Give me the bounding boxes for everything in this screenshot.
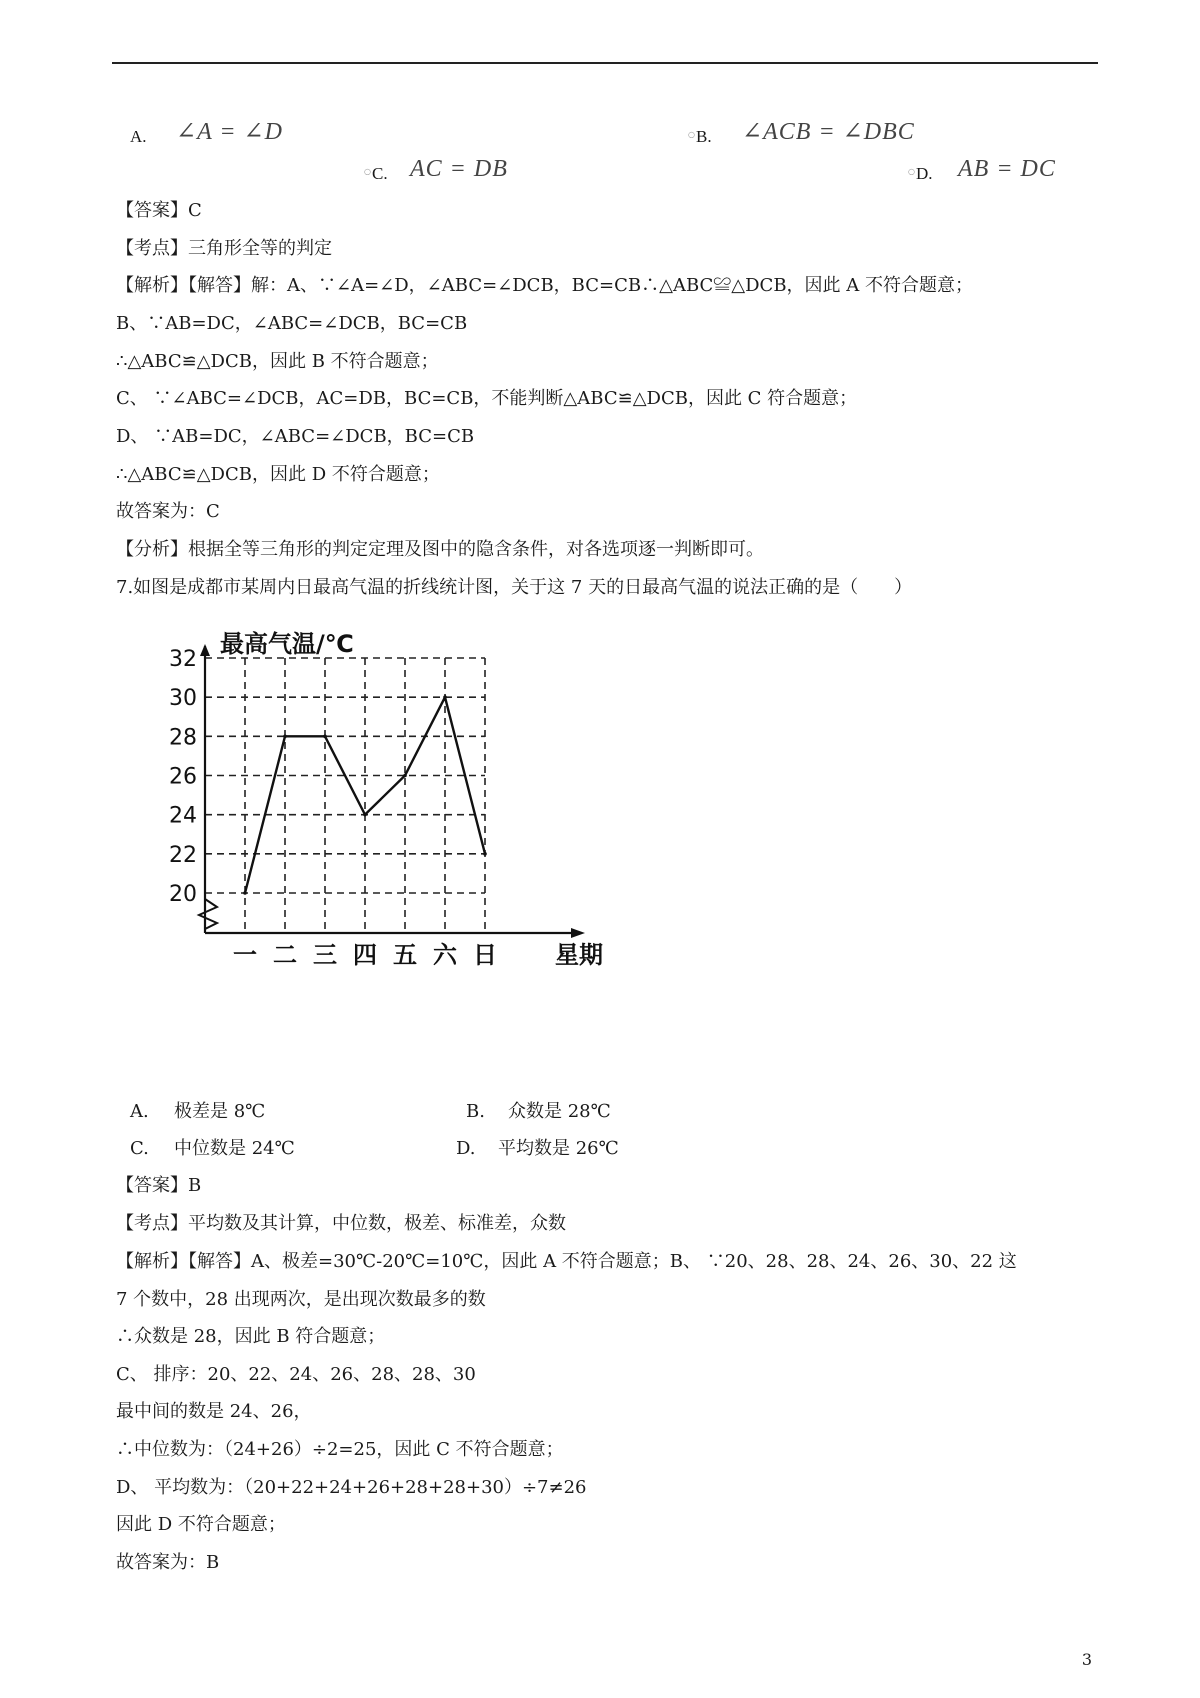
q6-final-answer: 故答案为：C [116,501,220,522]
q6-answer: 【答案】C [116,200,202,221]
q7-solution-line: C、 排序：20、22、24、26、28、28、30 [116,1364,476,1385]
q7-option-b-text: 众数是 28℃ [508,1101,611,1122]
q7-final-answer: 故答案为：B [116,1552,220,1573]
y-tick-label: 26 [169,764,197,790]
q7-solution-line: ∴众数是 28，因此 B 符合题意； [116,1326,386,1347]
x-tick-label: 五 [393,941,417,969]
x-axis-label: 星期 [555,941,603,969]
data-point [323,735,327,739]
data-point [443,695,447,699]
y-tick-label: 24 [169,803,197,829]
y-axis-arrow [200,644,210,656]
data-point [243,891,247,895]
q6-analysis: 【分析】根据全等三角形的判定定理及图中的隐含条件，对各选项逐一判断即可。 [116,539,764,560]
q6-option-b-letter: B. [696,127,712,146]
data-point [403,774,407,778]
chart-ticks [169,647,497,969]
q6-solution-line: D、 ∵AB=DC，∠ABC=∠DCB，BC=CB [116,426,475,447]
q6-solution-line: 【解析】【解答】解：A、∵∠A=∠D，∠ABC=∠DCB，BC=CB∴△ABC≌△DCB，因此 A 不符合题意； [116,275,973,296]
q6-option-b-expr: ∠ACB = ∠DBC [742,119,915,145]
axis-break-icon [199,899,217,929]
q6-solution-line: ∴△ABC≌△DCB，因此 B 不符合题意； [116,351,439,372]
option-marker: ○ [364,167,371,176]
x-tick-label: 六 [433,941,457,969]
q6-option-a-expr: ∠A = ∠D [176,119,283,145]
q7-topic: 【考点】平均数及其计算，中位数，极差、标准差，众数 [116,1213,566,1234]
q7-solution-line: 最中间的数是 24、26， [116,1401,312,1422]
q7-option-d-text: 平均数是 26℃ [498,1138,619,1159]
chart-axes [199,644,585,938]
q7-option-d-letter: D. [456,1138,476,1159]
page-number: 3 [1081,1650,1092,1669]
y-tick-label: 22 [169,842,197,868]
q7-stem: 7.如图是成都市某周内日最高气温的折线统计图，关于这 7 天的日最高气温的说法正确的是（ ） [116,577,913,598]
q7-solution-line: ∴中位数为：（24+26）÷2=25，因此 C 不符合题意； [116,1439,564,1460]
y-axis-label: 最高气温/℃ [220,630,354,658]
option-marker: ○ [688,130,695,139]
data-point [363,813,367,817]
q6-option-c-expr: AC = DB [410,156,508,182]
data-point [283,735,287,739]
y-tick-label: 20 [169,882,197,907]
x-tick-label: 二 [273,941,297,969]
q7-option-c-text: 中位数是 24℃ [174,1138,295,1159]
q6-solution-line: ∴△ABC≌△DCB，因此 D 不符合题意； [116,464,440,485]
x-tick-label: 三 [313,941,337,969]
q7-answer: 【答案】B [116,1175,202,1196]
q6-option-d-expr: AB = DC [958,156,1056,182]
q7-option-a-letter: A. [130,1101,149,1122]
q6-topic: 【考点】三角形全等的判定 [116,238,332,259]
y-tick-label: 28 [169,725,197,751]
q6-solution-line: B、∵AB=DC，∠ABC=∠DCB，BC=CB [116,313,468,334]
option-marker: ○ [908,167,915,176]
q7-solution-line: 因此 D 不符合题意； [116,1514,286,1535]
x-tick-label: 四 [353,941,377,969]
x-tick-label: 一 [233,941,257,969]
q6-option-a-letter: A. [130,127,147,146]
q7-solution-line: D、 平均数为：（20+22+24+26+28+28+30）÷7≠26 [116,1477,587,1498]
q6-solution-line: C、 ∵∠ABC=∠DCB，AC=DB，BC=CB，不能判断△ABC≌△DCB，因此 C 符合题意； [116,388,858,409]
line-chart [160,628,610,1048]
x-axis-arrow [571,928,585,938]
data-point [483,852,487,856]
q7-solution-line: 7 个数中，28 出现两次，是出现次数最多的数 [116,1289,486,1310]
y-tick-label: 30 [169,686,197,712]
q7-solution-line: 【解析】【解答】A、极差=30℃-20℃=10℃，因此 A 不符合题意；B、 ∵20、28、28、24、26、30、22 这 [116,1251,1017,1272]
q7-option-a-text: 极差是 8℃ [174,1101,266,1122]
q6-option-c-letter: C. [372,164,388,183]
header-rule [112,62,1098,64]
y-tick-label: 32 [169,647,197,672]
q7-option-c-letter: C. [130,1138,149,1159]
x-tick-label: 日 [473,941,497,969]
q7-option-b-letter: B. [466,1101,485,1122]
q6-option-d-letter: D. [916,164,933,183]
